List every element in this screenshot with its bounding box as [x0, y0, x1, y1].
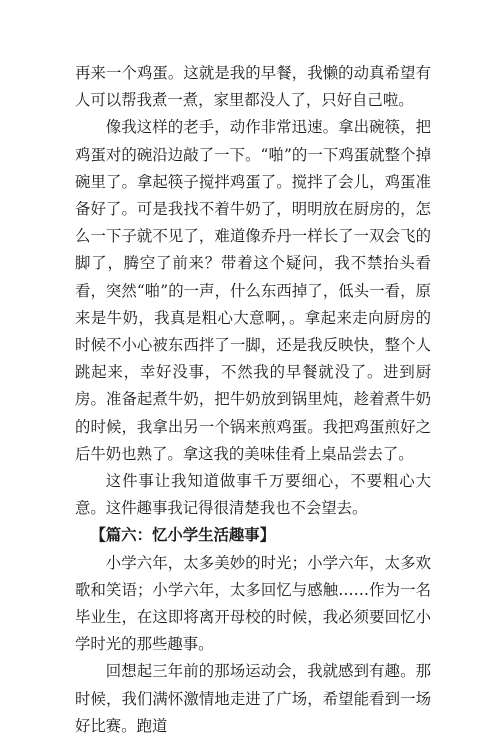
paragraph-3: 这件事让我知道做事千万要细心，不要粗心大意。这件趣事我记得很清楚我也不会望去。	[75, 472, 431, 518]
section-paragraph-1: 小学六年，太多美妙的时光；小学六年，太多欢歌和笑语；小学六年，太多回忆与感触……作为一名毕业生，在这即将离开母校的时候，我必须要回忆小学时光的那些趣事。	[75, 553, 431, 654]
article-body	[75, 60, 431, 740]
paragraph-2: 像我这样的老手，动作非常迅速。拿出碗筷，把鸡蛋对的碗沿边敲了一下。“啪”的一下鸡蛋就整个掉碗里了。拿起筷子搅拌鸡蛋了。搅拌了会儿，鸡蛋准备好了。可是我找不着牛奶了，明明放在厨房的，怎么一下子就不见了，难道像乔丹一样长了一双会飞的脚了，腾空了前来？带着这个疑问，我不禁抬头看看，突然“啪”的一声，什么东西掉了，低头一看，原来是牛奶，我真是粗心大意啊，。拿起来走向厨房的时候不小心被东西拌了一脚，还是我反映快，整个人跳起来，幸好没事，不然我的早餐就没了。进到厨房。准备起煮牛奶，把牛奶放到锅里炖，趁着煮牛奶的时候，我拿出另一个锅来煎鸡蛋。我把鸡蛋煎好之后牛奶也熟了。拿这我的美味佳肴上桌品尝去了。	[75, 118, 431, 463]
section-heading: 【篇六：忆小学生活趣事】	[90, 526, 276, 545]
section-paragraph-2: 回想起三年前的那场运动会，我就感到有趣。那时候，我们满怀激情地走进了广场，希望能看到一场好比赛。跑道	[75, 662, 431, 735]
paragraph-1: 再来一个鸡蛋。这就是我的早餐，我懒的动真希望有人可以帮我煮一煮，家里都没人了，只好自己啦。	[75, 64, 431, 110]
